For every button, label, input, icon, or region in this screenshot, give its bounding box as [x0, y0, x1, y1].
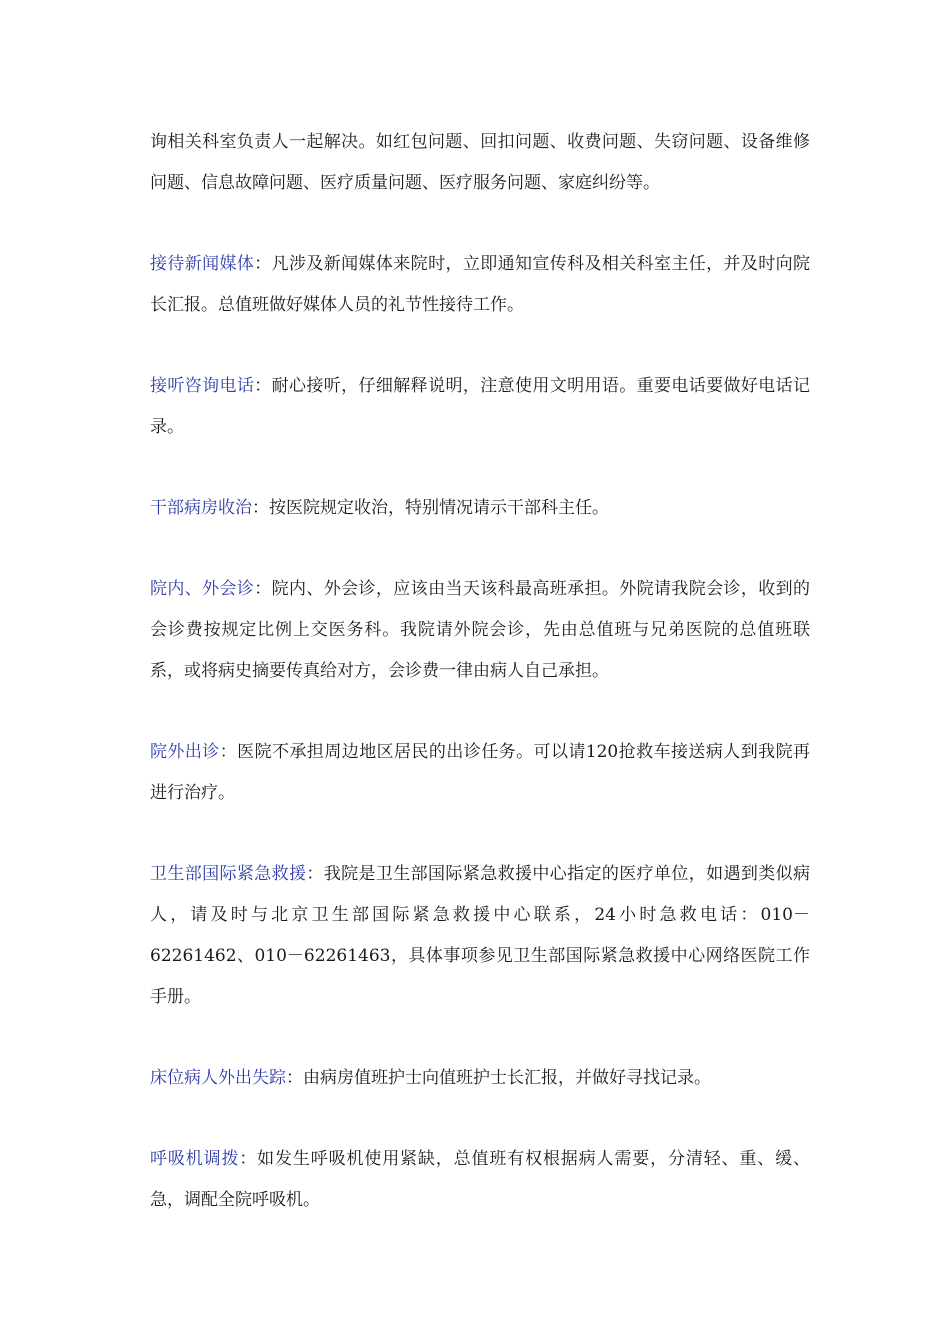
body-phone: ：耐心接听，仔细解释说明，注意使用文明用语。重要电话要做好电话记录。	[150, 376, 811, 437]
body-ventilator: ：如发生呼吸机使用紧缺，总值班有权根据病人需要，分清轻、重、缓、急，调配全院呼吸机。	[150, 1149, 811, 1210]
term-ventilator: 呼吸机调拨	[150, 1149, 240, 1169]
term-cadre-ward: 干部病房收治	[150, 498, 252, 518]
document-page	[150, 122, 810, 1261]
body-house-call: ：医院不承担周边地区居民的出诊任务。可以请120抢救车接送病人到我院再进行治疗。	[150, 742, 811, 803]
paragraph-phone	[150, 366, 810, 448]
paragraph-ventilator	[150, 1139, 810, 1221]
intro-paragraph: 询相关科室负责人一起解决。如红包问题、回扣问题、收费问题、失窃问题、设备维修问题、信息故障问题、医疗质量问题、医疗服务问题、家庭纠纷等。	[150, 132, 810, 193]
body-consultation: ：院内、外会诊，应该由当天该科最高班承担。外院请我院会诊，收到的会诊费按规定比例上交医务科。我院请外院会诊，先由总值班与兄弟医院的总值班联系，或将病史摘要传真给对方，会诊费一律由病人自己承担。	[150, 579, 811, 681]
paragraph-media	[150, 244, 810, 326]
body-media: ：凡涉及新闻媒体来院时，立即通知宣传科及相关科室主任，并及时向院长汇报。总值班做好媒体人员的礼节性接待工作。	[150, 254, 811, 315]
paragraph-missing-patient	[150, 1058, 810, 1099]
term-consultation: 院内、外会诊	[150, 579, 255, 599]
body-emergency-rescue: ：我院是卫生部国际紧急救援中心指定的医疗单位，如遇到类似病人，请及时与北京卫生部国际紧急救援中心联系，24小时急救电话：010－62261462、010－62261463，具体事项参见卫生部国际紧急救援中心网络医院工作手册。	[150, 864, 810, 1007]
body-cadre-ward: ：按医院规定收治，特别情况请示干部科主任。	[252, 498, 609, 518]
term-emergency-rescue: 卫生部国际紧急救援	[150, 864, 307, 884]
term-phone: 接听咨询电话	[150, 376, 255, 396]
term-house-call: 院外出诊	[150, 742, 220, 762]
paragraph-house-call	[150, 732, 810, 814]
paragraph-emergency-rescue	[150, 854, 810, 1018]
body-missing-patient: ：由病房值班护士向值班护士长汇报，并做好寻找记录。	[286, 1068, 711, 1088]
paragraph-cadre-ward	[150, 488, 810, 529]
term-media: 接待新闻媒体	[150, 254, 255, 274]
paragraph-consultation	[150, 569, 810, 692]
term-missing-patient: 床位病人外出失踪	[150, 1068, 286, 1088]
